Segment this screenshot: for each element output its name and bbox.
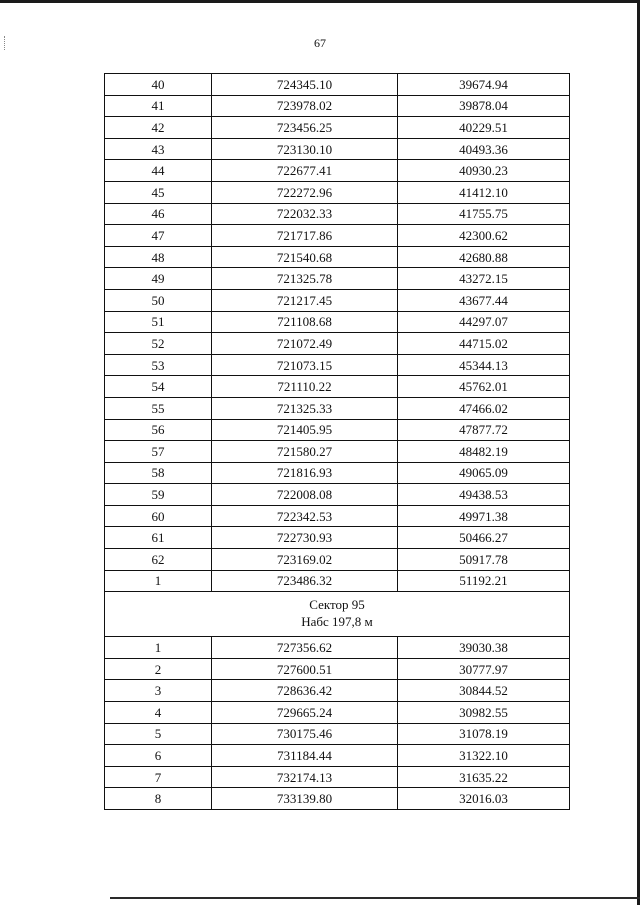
y-coordinate-cell: 31078.19 — [398, 723, 570, 745]
sector-title: Сектор 95 — [309, 597, 365, 613]
point-number-cell: 4 — [105, 702, 212, 724]
x-coordinate-cell: 723456.25 — [212, 117, 398, 139]
point-number-cell: 50 — [105, 289, 212, 311]
table-row — [105, 788, 570, 810]
x-coordinate-cell: 721073.15 — [212, 354, 398, 376]
y-coordinate-cell: 42680.88 — [398, 246, 570, 268]
y-coordinate-cell: 30982.55 — [398, 702, 570, 724]
table-row — [105, 745, 570, 767]
scan-border-bottom — [110, 897, 640, 899]
y-coordinate-cell: 49065.09 — [398, 462, 570, 484]
table-row — [105, 354, 570, 376]
x-coordinate-cell: 723486.32 — [212, 570, 398, 592]
table-row — [105, 527, 570, 549]
table-row — [105, 637, 570, 659]
coordinates-table — [104, 73, 570, 810]
x-coordinate-cell: 722730.93 — [212, 527, 398, 549]
x-coordinate-cell: 723130.10 — [212, 138, 398, 160]
point-number-cell: 57 — [105, 441, 212, 463]
y-coordinate-cell: 47877.72 — [398, 419, 570, 441]
x-coordinate-cell: 728636.42 — [212, 680, 398, 702]
table-row — [105, 702, 570, 724]
x-coordinate-cell: 721540.68 — [212, 246, 398, 268]
table-row — [105, 680, 570, 702]
point-number-cell: 58 — [105, 462, 212, 484]
table-row — [105, 74, 570, 96]
coordinates-body-bottom — [105, 637, 570, 810]
point-number-cell: 48 — [105, 246, 212, 268]
point-number-cell: 46 — [105, 203, 212, 225]
table-row — [105, 203, 570, 225]
y-coordinate-cell: 41412.10 — [398, 181, 570, 203]
point-number-cell: 45 — [105, 181, 212, 203]
x-coordinate-cell: 727600.51 — [212, 658, 398, 680]
table-row — [105, 419, 570, 441]
y-coordinate-cell: 39674.94 — [398, 74, 570, 96]
y-coordinate-cell: 39030.38 — [398, 637, 570, 659]
x-coordinate-cell: 722272.96 — [212, 181, 398, 203]
point-number-cell: 5 — [105, 723, 212, 745]
x-coordinate-cell: 721108.68 — [212, 311, 398, 333]
table-row — [105, 397, 570, 419]
x-coordinate-cell: 722008.08 — [212, 484, 398, 506]
table-row — [105, 311, 570, 333]
table-row — [105, 549, 570, 571]
y-coordinate-cell: 45762.01 — [398, 376, 570, 398]
table-row — [105, 484, 570, 506]
y-coordinate-cell: 40229.51 — [398, 117, 570, 139]
y-coordinate-cell: 40493.36 — [398, 138, 570, 160]
point-number-cell: 49 — [105, 268, 212, 290]
y-coordinate-cell: 50917.78 — [398, 549, 570, 571]
x-coordinate-cell: 721816.93 — [212, 462, 398, 484]
x-coordinate-cell: 733139.80 — [212, 788, 398, 810]
point-number-cell: 7 — [105, 766, 212, 788]
table-row — [105, 766, 570, 788]
sector-section — [105, 592, 570, 637]
table-row — [105, 570, 570, 592]
x-coordinate-cell: 727356.62 — [212, 637, 398, 659]
y-coordinate-cell: 30777.97 — [398, 658, 570, 680]
x-coordinate-cell: 722342.53 — [212, 505, 398, 527]
y-coordinate-cell: 42300.62 — [398, 225, 570, 247]
y-coordinate-cell: 51192.21 — [398, 570, 570, 592]
point-number-cell: 59 — [105, 484, 212, 506]
point-number-cell: 42 — [105, 117, 212, 139]
point-number-cell: 6 — [105, 745, 212, 767]
table-row — [105, 160, 570, 182]
table-row — [105, 268, 570, 290]
point-number-cell: 62 — [105, 549, 212, 571]
x-coordinate-cell: 721405.95 — [212, 419, 398, 441]
y-coordinate-cell: 43677.44 — [398, 289, 570, 311]
point-number-cell: 8 — [105, 788, 212, 810]
sector-header-cell — [105, 592, 570, 637]
table-row — [105, 333, 570, 355]
y-coordinate-cell: 45344.13 — [398, 354, 570, 376]
table-row — [105, 658, 570, 680]
table-row — [105, 441, 570, 463]
y-coordinate-cell: 44715.02 — [398, 333, 570, 355]
x-coordinate-cell: 721072.49 — [212, 333, 398, 355]
x-coordinate-cell: 724345.10 — [212, 74, 398, 96]
point-number-cell: 3 — [105, 680, 212, 702]
x-coordinate-cell: 721217.45 — [212, 289, 398, 311]
scan-border-top — [0, 0, 640, 3]
x-coordinate-cell: 723169.02 — [212, 549, 398, 571]
y-coordinate-cell: 40930.23 — [398, 160, 570, 182]
table-row — [105, 246, 570, 268]
table-row — [105, 117, 570, 139]
x-coordinate-cell: 732174.13 — [212, 766, 398, 788]
x-coordinate-cell: 722677.41 — [212, 160, 398, 182]
point-number-cell: 40 — [105, 74, 212, 96]
x-coordinate-cell: 721110.22 — [212, 376, 398, 398]
x-coordinate-cell: 730175.46 — [212, 723, 398, 745]
y-coordinate-cell: 47466.02 — [398, 397, 570, 419]
y-coordinate-cell: 44297.07 — [398, 311, 570, 333]
y-coordinate-cell: 48482.19 — [398, 441, 570, 463]
y-coordinate-cell: 49971.38 — [398, 505, 570, 527]
y-coordinate-cell: 49438.53 — [398, 484, 570, 506]
y-coordinate-cell: 31635.22 — [398, 766, 570, 788]
table-row — [105, 95, 570, 117]
sector-subtitle: Набс 197,8 м — [301, 614, 373, 630]
x-coordinate-cell: 729665.24 — [212, 702, 398, 724]
point-number-cell: 52 — [105, 333, 212, 355]
point-number-cell: 44 — [105, 160, 212, 182]
point-number-cell: 1 — [105, 570, 212, 592]
y-coordinate-cell: 32016.03 — [398, 788, 570, 810]
sector-header-row — [105, 592, 570, 637]
x-coordinate-cell: 721580.27 — [212, 441, 398, 463]
table-row — [105, 723, 570, 745]
point-number-cell: 56 — [105, 419, 212, 441]
y-coordinate-cell: 30844.52 — [398, 680, 570, 702]
y-coordinate-cell: 41755.75 — [398, 203, 570, 225]
table-row — [105, 181, 570, 203]
y-coordinate-cell: 50466.27 — [398, 527, 570, 549]
point-number-cell: 43 — [105, 138, 212, 160]
table-row — [105, 376, 570, 398]
point-number-cell: 51 — [105, 311, 212, 333]
point-number-cell: 41 — [105, 95, 212, 117]
y-coordinate-cell: 43272.15 — [398, 268, 570, 290]
table-row — [105, 462, 570, 484]
point-number-cell: 60 — [105, 505, 212, 527]
point-number-cell: 53 — [105, 354, 212, 376]
point-number-cell: 61 — [105, 527, 212, 549]
table-row — [105, 289, 570, 311]
table-row — [105, 505, 570, 527]
x-coordinate-cell: 721325.78 — [212, 268, 398, 290]
point-number-cell: 1 — [105, 637, 212, 659]
x-coordinate-cell: 722032.33 — [212, 203, 398, 225]
x-coordinate-cell: 723978.02 — [212, 95, 398, 117]
point-number-cell: 55 — [105, 397, 212, 419]
table-row — [105, 138, 570, 160]
point-number-cell: 54 — [105, 376, 212, 398]
y-coordinate-cell: 31322.10 — [398, 745, 570, 767]
coordinates-body-top — [105, 74, 570, 592]
page-number: 67 — [314, 36, 326, 50]
x-coordinate-cell: 731184.44 — [212, 745, 398, 767]
point-number-cell: 47 — [105, 225, 212, 247]
x-coordinate-cell: 721325.33 — [212, 397, 398, 419]
point-number-cell: 2 — [105, 658, 212, 680]
table-row — [105, 225, 570, 247]
x-coordinate-cell: 721717.86 — [212, 225, 398, 247]
y-coordinate-cell: 39878.04 — [398, 95, 570, 117]
